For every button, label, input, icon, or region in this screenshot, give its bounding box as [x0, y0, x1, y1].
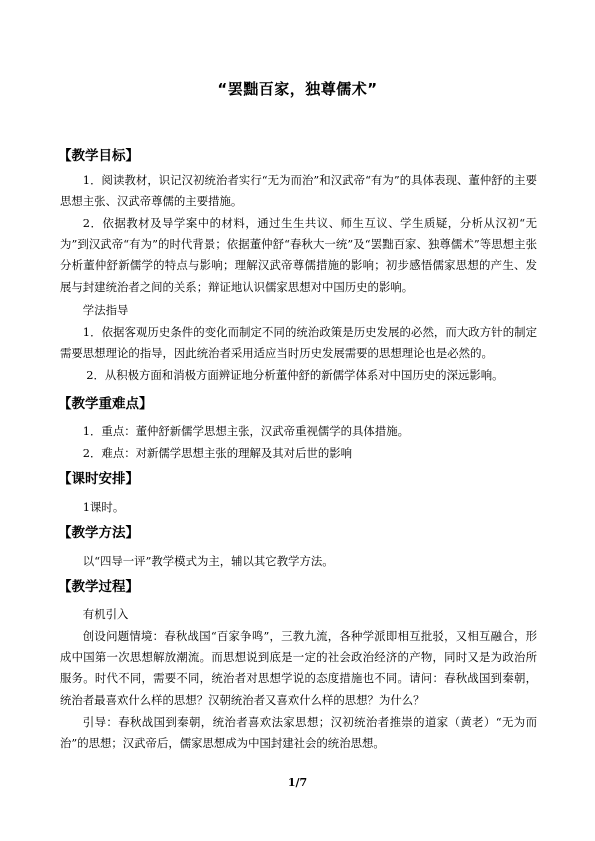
document-title: “罢黜百家，独尊儒术” — [217, 80, 378, 98]
section-heading-methods: 【教学方法】 — [58, 525, 139, 541]
key-points-paragraph-2: 2．难点：对新儒学思想主张的理解及其对后世的影响 — [82, 446, 353, 460]
methods-paragraph-1: 以“四导一评”教学模式为主，辅以其它教学方法。 — [82, 554, 334, 568]
process-intro-label: 有机引入 — [82, 607, 129, 621]
section-heading-schedule: 【课时安排】 — [58, 471, 139, 487]
page-number: 1/7 — [287, 776, 308, 789]
goals-paragraph-1: 1．阅读教材，识记汉初统治者实行“无为而治”和汉武帝“有为”的具体表现、董仲舒的主要思想主张、汉武帝尊儒的主要措施。 — [60, 173, 537, 209]
goals-paragraph-2: 2．依据教材及导学案中的材料，通过生生共议、师生互议、学生质疑，分析从汉初“无为”到汉武帝“有为”的时代背景；依据董仲舒“春秋大一统”及“罢黜百家、独尊儒术”等思想主张分析董仲舒新儒学的特点与影响；理解汉武帝尊儒措施的影响；初步感悟儒家思想的产生、发展与封建统治者之间的关系；辩证地认识儒家思想对中国历史的影响。 — [60, 216, 537, 294]
schedule-paragraph-1: 1课时。 — [82, 500, 125, 514]
goals-paragraph-3: 1．依据客观历史条件的变化而制定不同的统治政策是历史发展的必然，而大政方针的制定需要思想理论的指导，因此统治者采用适应当时历史发展需要的思想理论也是必然的。 — [60, 325, 537, 361]
goals-paragraph-4: 2．从积极方面和消极方面辨证地分析董仲舒的新儒学体系对中国历史的深远影响。 — [86, 368, 504, 382]
process-paragraph-2: 引导：春秋战国到秦朝，统治者喜欢法家思想；汉初统治者推崇的道家（黄老）“无为而治”的思想；汉武帝后，儒家思想成为中国封建社会的统治思想。 — [60, 715, 537, 751]
process-paragraph-1: 创设问题情境：春秋战国“百家争鸣”，三教九流，各种学派即相互批驳，又相互融合，形成中国第一次思想解放潮流。而思想说到底是一定的社会政治经济的产物，同时又是为政治所服务。时代不同，需要不同，统治者对思想学说的态度措施也不同。请问：春秋战国到秦朝，统治者最喜欢什么样的思想？汉朝统治者又喜欢什么样的思想？为什么？ — [60, 629, 537, 707]
section-heading-goals: 【教学目标】 — [58, 148, 139, 164]
key-points-paragraph-1: 1．重点：董仲舒新儒学思想主张，汉武帝重视儒学的具体措施。 — [82, 424, 409, 438]
section-heading-key-points: 【教学重难点】 — [58, 396, 153, 412]
method-guidance-label: 学法指导 — [82, 303, 129, 317]
section-heading-process: 【教学过程】 — [58, 579, 139, 595]
